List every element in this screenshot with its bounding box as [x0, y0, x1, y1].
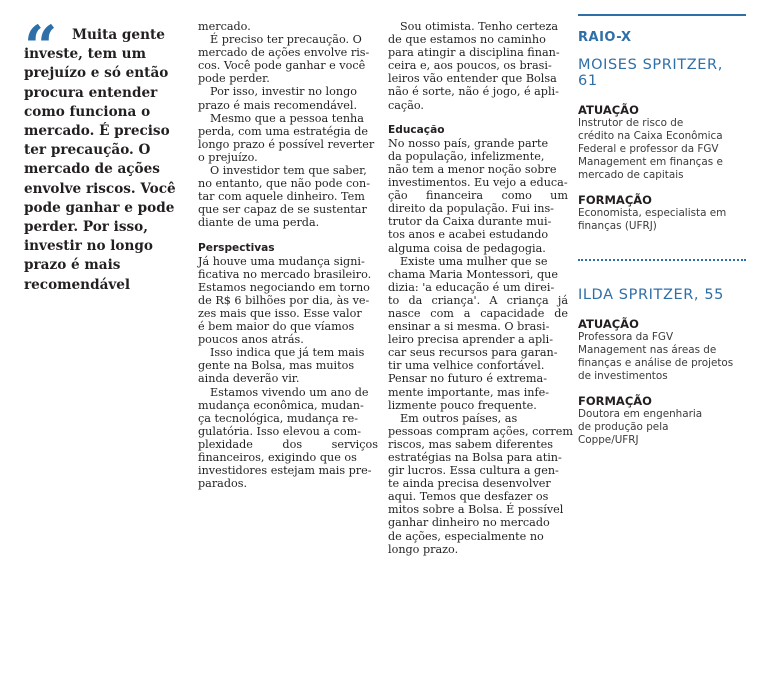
paragraph: [198, 386, 378, 491]
atuacao-label: ATUAÇÃO: [578, 317, 639, 331]
pull-quote-line: prazo é mais: [24, 257, 121, 274]
pull-quote-column: [24, 13, 188, 295]
formacao-text: [578, 408, 746, 447]
text-line: mercado de ações envolve ris-: [198, 46, 370, 60]
text-line: ceira e, aos poucos, os brasi-: [388, 59, 552, 73]
text-line: ça tecnológica, mudança re-: [198, 411, 359, 425]
text-line: Estamos negociando em torno: [198, 280, 370, 294]
text-line: cos. Você pode ganhar e você: [198, 59, 366, 73]
pull-quote-line: mercado de ações: [24, 161, 160, 178]
text-line: direito da população. Fui ins-: [388, 202, 554, 216]
text-line: zes mais que isso. Esse valor: [198, 306, 362, 320]
text-line: ção financeira como um: [388, 189, 568, 203]
text-line: ganhar dinheiro no mercado: [388, 516, 550, 530]
paragraph: [388, 411, 573, 556]
paragraph: [198, 112, 378, 164]
pull-quote-line: Muita gente: [72, 27, 165, 43]
paragraph: [388, 137, 568, 255]
text-line: gulatória. Isso elevou a com-: [198, 424, 361, 438]
text-line: perda, com uma estratégia de: [198, 124, 369, 138]
text-line: É preciso ter precaução. O: [210, 33, 362, 47]
atuacao-label: ATUAÇÃO: [578, 103, 639, 117]
article-column-2: [388, 20, 573, 556]
paragraph: [198, 164, 378, 229]
text-line: não tem a menor noção sobre: [388, 162, 557, 176]
text-line: Economista, especialista em: [578, 207, 727, 219]
person-name-ilda: ILDA SPRITZER, 55: [578, 287, 724, 303]
text-line: mercado de capitais: [578, 169, 684, 181]
text-line: cação.: [388, 98, 424, 112]
atuacao-text: [578, 117, 746, 182]
text-line: para atingir a disciplina finan-: [388, 46, 560, 60]
formacao-label: FORMAÇÃO: [578, 193, 652, 207]
paragraph: [198, 85, 378, 111]
text-line: Pensar no futuro é extrema-: [388, 372, 547, 386]
section-divider: [578, 259, 746, 261]
paragraph: [198, 20, 378, 33]
text-line: diante de uma perda.: [198, 216, 320, 230]
text-line: Coppe/UFRJ: [578, 434, 639, 446]
subheading-educacao: Educação: [388, 123, 445, 136]
pull-quote-line: investe, tem um: [24, 46, 146, 63]
text-line: longo prazo.: [388, 542, 459, 556]
text-line: mitos sobre a Bolsa. É possível: [388, 503, 564, 517]
text-line: de investimentos: [578, 370, 668, 382]
text-line: Mesmo que a pessoa tenha: [210, 111, 364, 125]
text-line: poucos anos atrás.: [198, 333, 304, 347]
pull-quote-line: investir no longo: [24, 238, 153, 255]
text-line: tar com aquele dinheiro. Tem: [198, 190, 365, 204]
text-line: mercado.: [198, 20, 251, 33]
pull-quote-line: prejuízo e só então: [24, 65, 169, 82]
atuacao-text: [578, 331, 746, 383]
text-line: Federal e professor da FGV: [578, 143, 719, 155]
text-line: finanças e análise de projetos: [578, 357, 734, 369]
pull-quote-line: pode ganhar e pode: [24, 199, 175, 216]
text-line: lizmente pouco frequente.: [388, 398, 537, 412]
text-line: riscos, mas sabem diferentes: [388, 437, 553, 451]
text-line: pode perder.: [198, 72, 270, 86]
pull-quote-line: perder. Por isso,: [24, 219, 148, 236]
text-line: da população, infelizmente,: [388, 149, 545, 163]
text-line: Já houve uma mudança signi-: [198, 254, 365, 268]
text-line: Existe uma mulher que se: [400, 254, 548, 268]
text-line: tir uma velhice confortável.: [388, 359, 545, 373]
person-name-moises: MOISES SPRITZER, 61: [578, 57, 723, 89]
text-line: Management em finanças e: [578, 156, 723, 168]
text-line: Professora da FGV: [578, 331, 674, 343]
text-line: alguma coisa de pedagogia.: [388, 241, 546, 255]
raio-x-title: RAIO-X: [578, 30, 632, 45]
paragraph: [388, 20, 568, 112]
text-line: parados.: [198, 477, 248, 491]
text-line: ensinar a si mesma. O brasi-: [388, 320, 550, 334]
text-line: Sou otimista. Tenho certeza: [400, 20, 559, 33]
formacao-text: [578, 207, 746, 233]
pull-quote-line: ter precaução. O: [24, 142, 151, 159]
raio-x-sidebar: [578, 14, 746, 447]
text-line: gir lucros. Essa cultura a gen-: [388, 464, 559, 478]
quote-mark-icon: “: [24, 13, 52, 81]
paragraph: [198, 33, 378, 85]
paragraph: [388, 255, 568, 412]
text-line: prazo é mais recomendável.: [198, 98, 358, 112]
text-line: dizia: 'a educação é um direi-: [388, 280, 555, 294]
paragraph: [198, 255, 378, 347]
pull-quote-line: procura entender: [24, 84, 158, 101]
spacer: [388, 112, 568, 124]
formacao-label: FORMAÇÃO: [578, 394, 652, 408]
text-line: de ações, especialmente no: [388, 529, 544, 543]
pull-quote-line: como funciona o: [24, 103, 151, 120]
top-rule: [578, 14, 746, 16]
text-line: car seus recursos para garan-: [388, 346, 558, 360]
text-line: tos anos e acabei estudando: [388, 228, 549, 242]
text-line: é bem maior do que víamos: [198, 320, 355, 334]
pull-quote-line: mercado. É preciso: [24, 123, 170, 140]
text-line: financeiros, exigindo que os: [198, 451, 357, 464]
text-line: investidores estejam mais pre-: [198, 464, 372, 478]
text-line: de produção pela: [578, 421, 669, 433]
text-line: trutor da Caixa durante mui-: [388, 215, 552, 229]
text-line: aqui. Temos que desfazer os: [388, 490, 549, 504]
text-line: Management nas áreas de: [578, 344, 717, 356]
text-line: crédito na Caixa Econômica: [578, 130, 723, 142]
text-line: o prejuízo.: [198, 150, 258, 164]
text-line: O investidor tem que saber,: [210, 164, 367, 178]
text-line: leiros vão entender que Bolsa: [388, 72, 557, 86]
text-line: no entanto, que não pode con-: [198, 177, 370, 191]
text-line: que ser capaz de se sustentar: [198, 203, 367, 217]
text-line: ficativa no mercado brasileiro.: [198, 267, 372, 281]
text-line: Por isso, investir no longo: [210, 85, 357, 99]
text-line: No nosso país, grande parte: [388, 136, 549, 150]
text-line: ainda deverão vir.: [198, 372, 300, 386]
text-line: Em outros países, as: [400, 411, 518, 425]
text-line: to da criança'. A criança já: [388, 293, 568, 307]
text-line: Isso indica que já tem mais: [210, 346, 365, 360]
text-line: pessoas compram ações, correm: [388, 424, 573, 438]
text-line: de que estamos no caminho: [388, 33, 546, 47]
text-line: Instrutor de risco de: [578, 117, 684, 129]
text-line: de R$ 6 bilhões por dia, às ve-: [198, 293, 370, 307]
text-line: longo prazo é possível reverter: [198, 137, 375, 151]
spacer: [198, 230, 378, 242]
text-line: te ainda precisa desenvolver: [388, 477, 551, 491]
text-line: gente na Bolsa, mas muitos: [198, 359, 355, 373]
article-column-1: [198, 20, 378, 490]
text-line: investimentos. Eu vejo a educa-: [388, 176, 568, 190]
text-line: mente importante, mas infe-: [388, 385, 550, 399]
text-line: mudança econômica, mudan-: [198, 398, 364, 412]
pull-quote-line: envolve riscos. Você: [24, 180, 176, 197]
text-line: nasce com a capacidade de: [388, 306, 568, 320]
text-line: finanças (UFRJ): [578, 220, 657, 232]
text-line: estratégias na Bolsa para atin-: [388, 451, 562, 464]
text-line: Estamos vivendo um ano de: [210, 385, 369, 399]
paragraph: [198, 346, 378, 385]
text-line: não é sorte, não é jogo, é apli-: [388, 85, 559, 99]
text-line: leiro precisa aprender a apli-: [388, 333, 554, 347]
pull-quote-line: recomendável: [24, 276, 131, 293]
subheading-perspectivas: Perspectivas: [198, 241, 275, 254]
text-line: Doutora em engenharia: [578, 408, 703, 420]
text-line: chama Maria Montessori, que: [388, 267, 559, 281]
text-line: plexidade dos serviços: [198, 437, 378, 451]
